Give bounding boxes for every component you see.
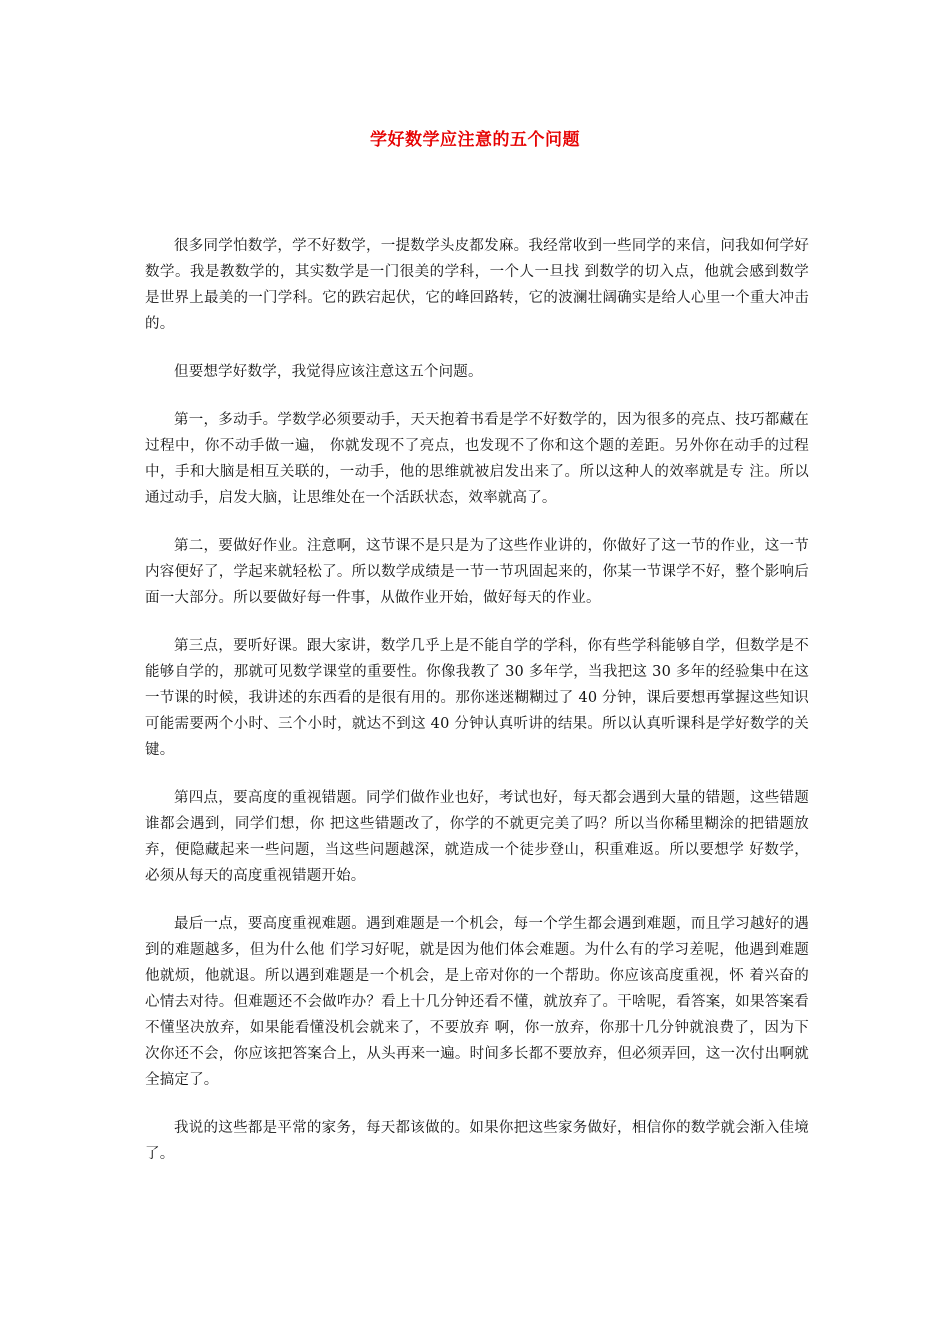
document-title: 学好数学应注意的五个问题	[370, 130, 580, 150]
paragraph-second: 第二，要做好作业。注意啊，这节课不是只是为了这些作业讲的，你做好了这一节的作业，这一节内容便好了，学起来就轻松了。所以数学成绩是一节一节巩固起来的，你某一节课学不好，整个影响后面一大部分。所以要做好每一件事，从做作业开始，做好每天的作业。	[145, 538, 809, 606]
paragraph-first: 第一，多动手。学数学必须要动手，天天抱着书看是学不好数学的，因为很多的亮点、技巧都藏在过程中，你不动手做一遍， 你就发现不了亮点，也发现不了你和这个题的差距。另外你在动手的过程中，手和大脑是相互关联的，一动手，他的思维就被启发出来了。所以这种人的效率就是专 注。所以通过动手，启发大脑，让思维处在一个活跃状态，效率就高了。	[145, 412, 809, 506]
paragraph-third: 第三点，要听好课。跟大家讲，数学几乎上是不能自学的学科，你有些学科能够自学，但数学是不能够自学的，那就可见数学课堂的重要性。你像我教了 30 多年学，当我把这 30 多年的经验集中在这一节课的时候，我讲述的东西看的是很有用的。那你迷迷糊糊过了 40 分钟，课后要想再掌握这些知识可能需要两个小时、三个小时，就达不到这 40 分钟认真听讲的结果。所以认真听课科是学好数学的关键。	[145, 638, 809, 758]
paragraph-five-problems: 但要想学好数学，我觉得应该注意这五个问题。	[174, 364, 483, 380]
paragraph-intro: 很多同学怕数学，学不好数学，一提数学头皮都发麻。我经常收到一些同学的来信，问我如何学好数学。我是教数学的，其实数学是一门很美的学科，一个人一旦找 到数学的切入点，他就会感到数学是世界上最美的一门学科。它的跌宕起伏，它的峰回路转，它的波澜壮阔确实是给人心里一个重大冲击的。	[145, 238, 809, 332]
paragraph-last: 最后一点，要高度重视难题。遇到难题是一个机会，每一个学生都会遇到难题，而且学习越好的遇到的难题越多，但为什么他 们学习好呢，就是因为他们体会难题。为什么有的学习差呢，他遇到难题他就烦，他就退。所以遇到难题是一个机会，是上帝对你的一个帮助。你应该高度重视，怀 着兴奋的心情去对待。但难题还不会做咋办？看上十几分钟还看不懂，就放弃了。干啥呢，看答案，如果答案看不懂坚决放弃，如果能看懂没机会就来了，不要放弃 啊，你一放弃，你那十几分钟就浪费了，因为下次你还不会，你应该把答案合上，从头再来一遍。时间多长都不要放弃，但必须弄回，这一次付出啊就全搞定了。	[145, 916, 809, 1088]
paragraph-conclusion: 我说的这些都是平常的家务，每天都该做的。如果你把这些家务做好，相信你的数学就会渐入佳境了。	[145, 1120, 809, 1162]
document-body	[145, 233, 809, 1189]
paragraph-fourth: 第四点，要高度的重视错题。同学们做作业也好，考试也好，每天都会遇到大量的错题，这些错题谁都会遇到，同学们想，你 把这些错题改了，你学的不就更完美了吗？所以当你稀里糊涂的把错题放弃，便隐藏起来一些问题，当这些问题越深，就造成一个徒步登山，积重难返。所以要想学 好数学，必须从每天的高度重视错题开始。	[145, 790, 809, 884]
